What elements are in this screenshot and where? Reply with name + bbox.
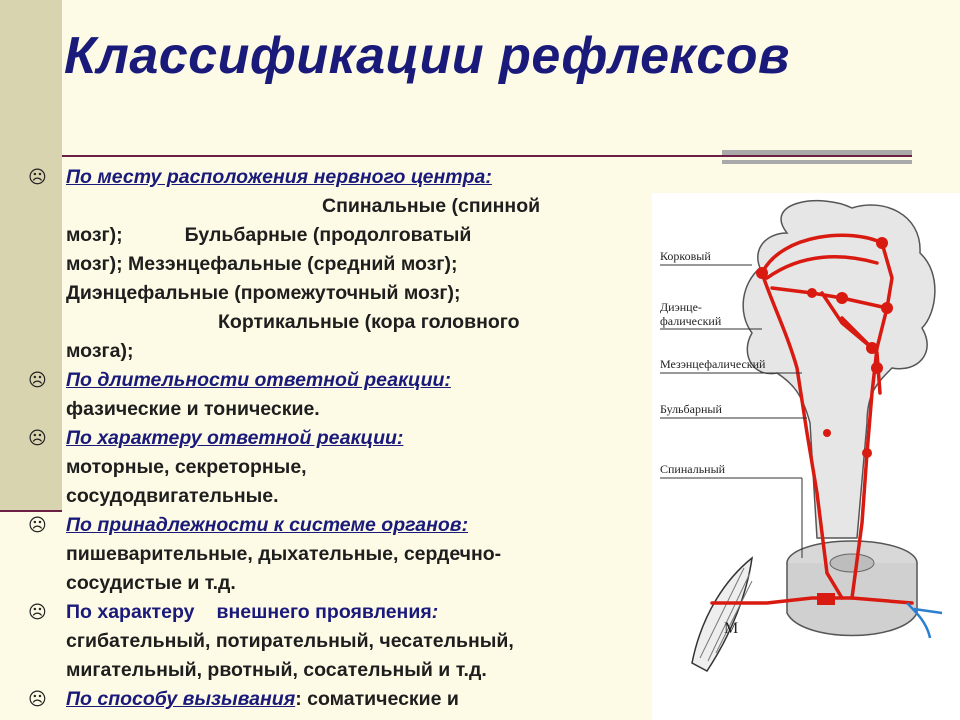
list-item <box>28 424 628 511</box>
title-rule <box>62 155 912 157</box>
grey-matter <box>830 554 874 572</box>
frown-bullet-icon: ☹ <box>28 689 47 709</box>
item-text: мозг); Мезэнцефальные (средний мозг); <box>66 253 458 275</box>
item-text: мозга); <box>66 340 134 362</box>
frown-bullet-icon: ☹ <box>28 602 47 622</box>
frown-bullet-icon: ☹ <box>28 167 47 187</box>
list-item <box>28 685 628 714</box>
frown-bullet-icon: ☹ <box>28 515 47 535</box>
item-text: : соматические и <box>295 688 459 710</box>
item-text: сгибательный, потирательный, чесательный, <box>66 630 514 652</box>
label-mesencephalic: Мезэнцефалический <box>660 357 766 371</box>
list-item <box>28 366 628 424</box>
label-spinal: Спинальный <box>660 462 726 476</box>
list-item <box>28 511 628 598</box>
label-diencephalic-2: фалический <box>660 314 722 328</box>
item-heading: По характеру ответной реакции: <box>66 427 404 449</box>
item-heading: По характеру <box>66 601 195 623</box>
frown-bullet-icon: ☹ <box>28 428 47 448</box>
list-item <box>28 163 628 366</box>
reflex-levels-figure <box>652 193 960 720</box>
item-heading: По способу вызывания <box>66 688 296 710</box>
item-text: моторные, секреторные, <box>66 456 307 478</box>
bullet-list <box>28 163 628 714</box>
item-heading-colon: : <box>431 601 439 623</box>
label-bulbar: Бульбарный <box>660 402 722 416</box>
item-text: мигательный, рвотный, сосательный и т.д. <box>66 659 487 681</box>
title-rule-grey-lower <box>722 160 912 164</box>
item-text: мозг); <box>66 224 123 246</box>
item-text: пишеварительные, дыхательные, сердечно- <box>66 543 502 565</box>
item-text: сосудистые и т.д. <box>66 572 236 594</box>
item-text: Бульбарные (продолговатый <box>184 224 472 246</box>
label-cortical: Корковый <box>660 249 711 263</box>
item-text: Диэнцефальные (промежуточный мозг); <box>66 282 461 304</box>
item-heading: По длительности ответной реакции: <box>66 369 451 391</box>
item-heading: По принадлежности к системе органов: <box>66 514 469 536</box>
item-heading: По месту расположения нервного центра: <box>66 166 492 188</box>
label-diencephalic: Диэнце- <box>660 300 702 314</box>
item-heading: внешнего проявления <box>216 601 432 623</box>
label-muscle: М <box>724 620 739 637</box>
frown-bullet-icon: ☹ <box>28 370 47 390</box>
item-text: фазические и тонические. <box>66 398 320 420</box>
brain-spinal-cord-illustration <box>652 193 960 720</box>
item-text: Спинальные (спинной <box>322 195 541 217</box>
item-text: Кортикальные (кора головного <box>218 311 520 333</box>
list-item <box>28 598 628 685</box>
slide-title: Классификации рефлексов <box>64 27 790 85</box>
item-text: сосудодвигательные. <box>66 485 279 507</box>
